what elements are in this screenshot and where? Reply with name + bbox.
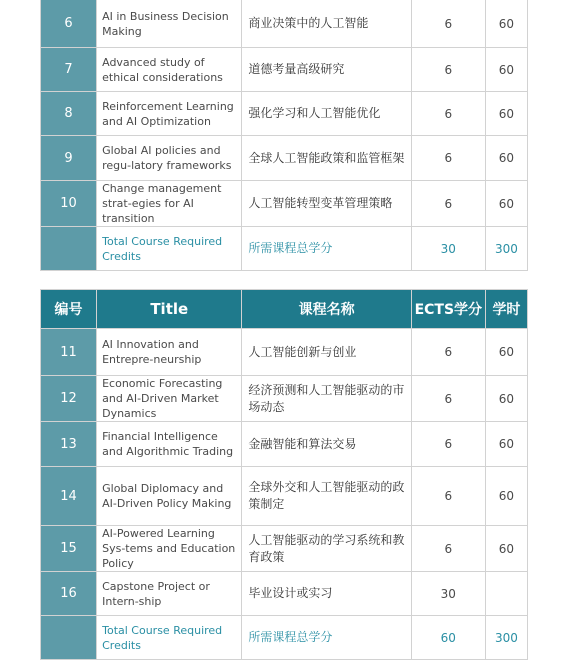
table-row xyxy=(41,181,528,227)
course-title-en: Advanced study of ethical considerations xyxy=(97,48,242,92)
course-hours: 60 xyxy=(485,422,527,467)
course-title-en: AI-Powered Learning Sys-tems and Education Policy xyxy=(97,526,242,572)
course-title-en: AI in Business Decision Making xyxy=(97,0,242,48)
total-ects: 30 xyxy=(411,227,485,271)
course-title-en: Capstone Project or Intern-ship xyxy=(97,572,242,616)
course-number: 16 xyxy=(41,572,97,616)
course-number: 7 xyxy=(41,48,97,92)
course-number: 11 xyxy=(41,329,97,376)
course-title-en: Financial Intelligence and Algorithmic Trading xyxy=(97,422,242,467)
course-ects: 30 xyxy=(411,572,485,616)
course-title-en: Reinforcement Learning and AI Optimization xyxy=(97,92,242,136)
course-number: 10 xyxy=(41,181,97,227)
table-row xyxy=(41,526,528,572)
total-label-en: Total Course Required Credits xyxy=(97,616,242,660)
course-title-zh: 人工智能创新与创业 xyxy=(242,329,411,376)
course-table-2 xyxy=(40,289,528,660)
table-row xyxy=(41,422,528,467)
header-ects: ECTS学分 xyxy=(411,290,485,329)
course-hours: 60 xyxy=(485,92,527,136)
course-ects: 6 xyxy=(411,92,485,136)
course-ects: 6 xyxy=(411,376,485,422)
table-header-row xyxy=(41,290,528,329)
total-label-en: Total Course Required Credits xyxy=(97,227,242,271)
total-row xyxy=(41,227,528,271)
table-row xyxy=(41,48,528,92)
blank-cell xyxy=(41,227,97,271)
course-number: 12 xyxy=(41,376,97,422)
course-title-zh: 人工智能转型变革管理策略 xyxy=(242,181,411,227)
course-title-zh: 全球外交和人工智能驱动的政策制定 xyxy=(242,467,411,526)
course-ects: 6 xyxy=(411,48,485,92)
table-row xyxy=(41,136,528,181)
course-ects: 6 xyxy=(411,136,485,181)
course-hours xyxy=(485,572,527,616)
table-row xyxy=(41,467,528,526)
total-ects: 60 xyxy=(411,616,485,660)
course-hours: 60 xyxy=(485,467,527,526)
course-hours: 60 xyxy=(485,136,527,181)
course-ects: 6 xyxy=(411,181,485,227)
course-title-en: AI Innovation and Entrepre-neurship xyxy=(97,329,242,376)
course-table-1 xyxy=(40,0,528,271)
table-row xyxy=(41,92,528,136)
total-label-zh: 所需课程总学分 xyxy=(242,616,411,660)
course-title-en: Change management strat-egies for AI transition xyxy=(97,181,242,227)
course-number: 9 xyxy=(41,136,97,181)
header-course-name: 课程名称 xyxy=(242,290,411,329)
course-number: 14 xyxy=(41,467,97,526)
course-hours: 60 xyxy=(485,376,527,422)
table-row xyxy=(41,0,528,48)
course-hours: 60 xyxy=(485,329,527,376)
course-title-zh: 道德考量高级研究 xyxy=(242,48,411,92)
total-hours: 300 xyxy=(485,227,527,271)
course-title-zh: 全球人工智能政策和监管框架 xyxy=(242,136,411,181)
course-ects: 6 xyxy=(411,526,485,572)
course-title-en: Global AI policies and regu-latory frameworks xyxy=(97,136,242,181)
total-hours: 300 xyxy=(485,616,527,660)
table-row xyxy=(41,329,528,376)
course-number: 13 xyxy=(41,422,97,467)
course-number: 8 xyxy=(41,92,97,136)
total-row xyxy=(41,616,528,660)
course-ects: 6 xyxy=(411,422,485,467)
course-title-en: Economic Forecasting and AI-Driven Market Dynamics xyxy=(97,376,242,422)
course-title-zh: 人工智能驱动的学习系统和教育政策 xyxy=(242,526,411,572)
course-title-zh: 经济预测和人工智能驱动的市场动态 xyxy=(242,376,411,422)
table-row xyxy=(41,572,528,616)
total-label-zh: 所需课程总学分 xyxy=(242,227,411,271)
course-title-zh: 商业决策中的人工智能 xyxy=(242,0,411,48)
blank-cell xyxy=(41,616,97,660)
course-title-zh: 强化学习和人工智能优化 xyxy=(242,92,411,136)
table-row xyxy=(41,376,528,422)
course-ects: 6 xyxy=(411,467,485,526)
course-ects: 6 xyxy=(411,0,485,48)
course-hours: 60 xyxy=(485,526,527,572)
course-title-zh: 毕业设计或实习 xyxy=(242,572,411,616)
course-ects: 6 xyxy=(411,329,485,376)
course-number: 6 xyxy=(41,0,97,48)
course-number: 15 xyxy=(41,526,97,572)
course-hours: 60 xyxy=(485,181,527,227)
course-title-en: Global Diplomacy and AI-Driven Policy Making xyxy=(97,467,242,526)
course-hours: 60 xyxy=(485,48,527,92)
course-title-zh: 金融智能和算法交易 xyxy=(242,422,411,467)
header-number: 编号 xyxy=(41,290,97,329)
course-hours: 60 xyxy=(485,0,527,48)
header-hours: 学时 xyxy=(485,290,527,329)
header-title: Title xyxy=(97,290,242,329)
